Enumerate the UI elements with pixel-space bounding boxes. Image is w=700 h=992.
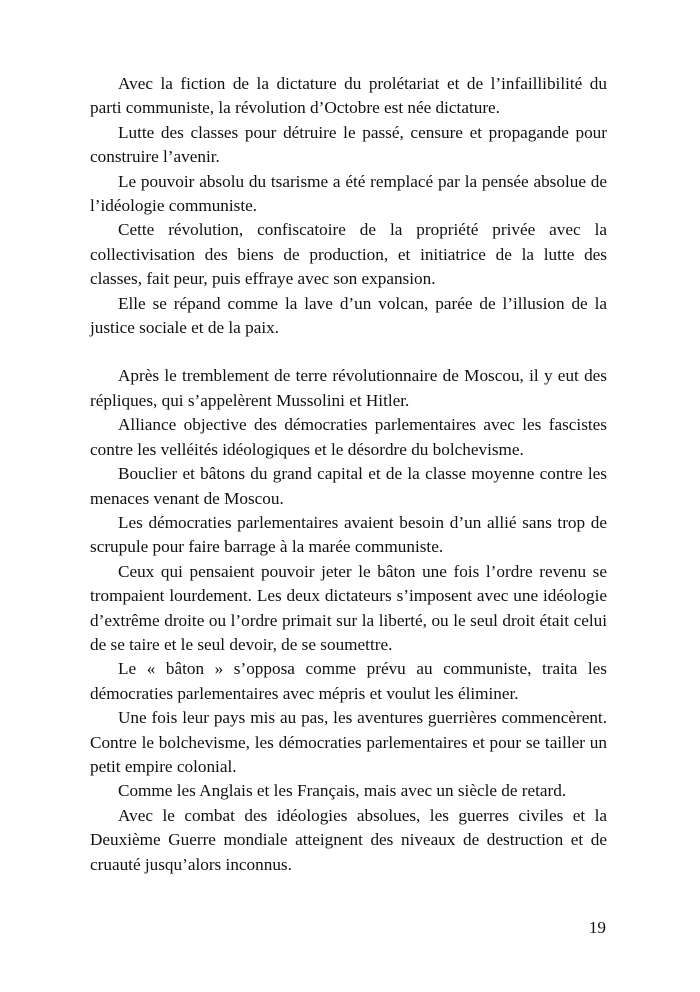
paragraph: Une fois leur pays mis au pas, les aventures guerrières commencèrent. Contre le bolchevisme, les démocraties parlementaires et pour se tailler un petit empire colonial. — [90, 708, 607, 776]
paragraph: Lutte des classes pour détruire le passé, censure et propagande pour construire l’avenir. — [90, 122, 607, 167]
text-section-1 — [90, 72, 607, 340]
paragraph: Après le tremblement de terre révolutionnaire de Moscou, il y eut des répliques, qui s’appelèrent Mussolini et Hitler. — [90, 366, 607, 410]
page-number: 19 — [588, 918, 606, 937]
section-break — [90, 340, 607, 364]
paragraph: Ceux qui pensaient pouvoir jeter le bâton une fois l’ordre revenu se trompaient lourdement. Les deux dictateurs s’imposent avec une idéologie d’extrême droite ou l’ordre primait sur la liberté, ou le seul droit était celui de se taire et le seul devoir, de se soumettre. — [90, 561, 607, 654]
paragraph: Bouclier et bâtons du grand capital et de la classe moyenne contre les menaces venant de Moscou. — [90, 464, 607, 508]
paragraph: Les démocraties parlementaires avaient besoin d’un allié sans trop de scrupule pour faire barrage à la marée communiste. — [90, 512, 607, 557]
page-body — [90, 72, 607, 877]
paragraph: Le « bâton » s’opposa comme prévu au communiste, traita les démocraties parlementaires avec mépris et voulut les éliminer. — [90, 659, 607, 703]
paragraph: Avec la fiction de la dictature du prolétariat et de l’infaillibilité du parti communiste, la révolution d’Octobre est née dictature. — [90, 74, 607, 118]
paragraph: Comme les Anglais et les Français, mais avec un siècle de retard. — [118, 781, 567, 801]
paragraph: Le pouvoir absolu du tsarisme a été remplacé par la pensée absolue de l’idéologie communiste. — [90, 171, 607, 216]
paragraph: Cette révolution, confiscatoire de la propriété privée avec la collectivisation des biens de production, et initiatrice de la lutte des classes, fait peur, puis effraye avec son expansion. — [90, 220, 607, 289]
paragraph: Avec le combat des idéologies absolues, les guerres civiles et la Deuxième Guerre mondiale atteignent des niveaux de destruction et de cruauté jusqu’alors inconnus. — [90, 805, 607, 874]
text-section-2 — [90, 364, 607, 877]
paragraph: Alliance objective des démocraties parlementaires avec les fascistes contre les velléités idéologiques et le désordre du bolchevisme. — [90, 415, 607, 459]
paragraph: Elle se répand comme la lave d’un volcan, parée de l’illusion de la justice sociale et de la paix. — [90, 293, 607, 338]
